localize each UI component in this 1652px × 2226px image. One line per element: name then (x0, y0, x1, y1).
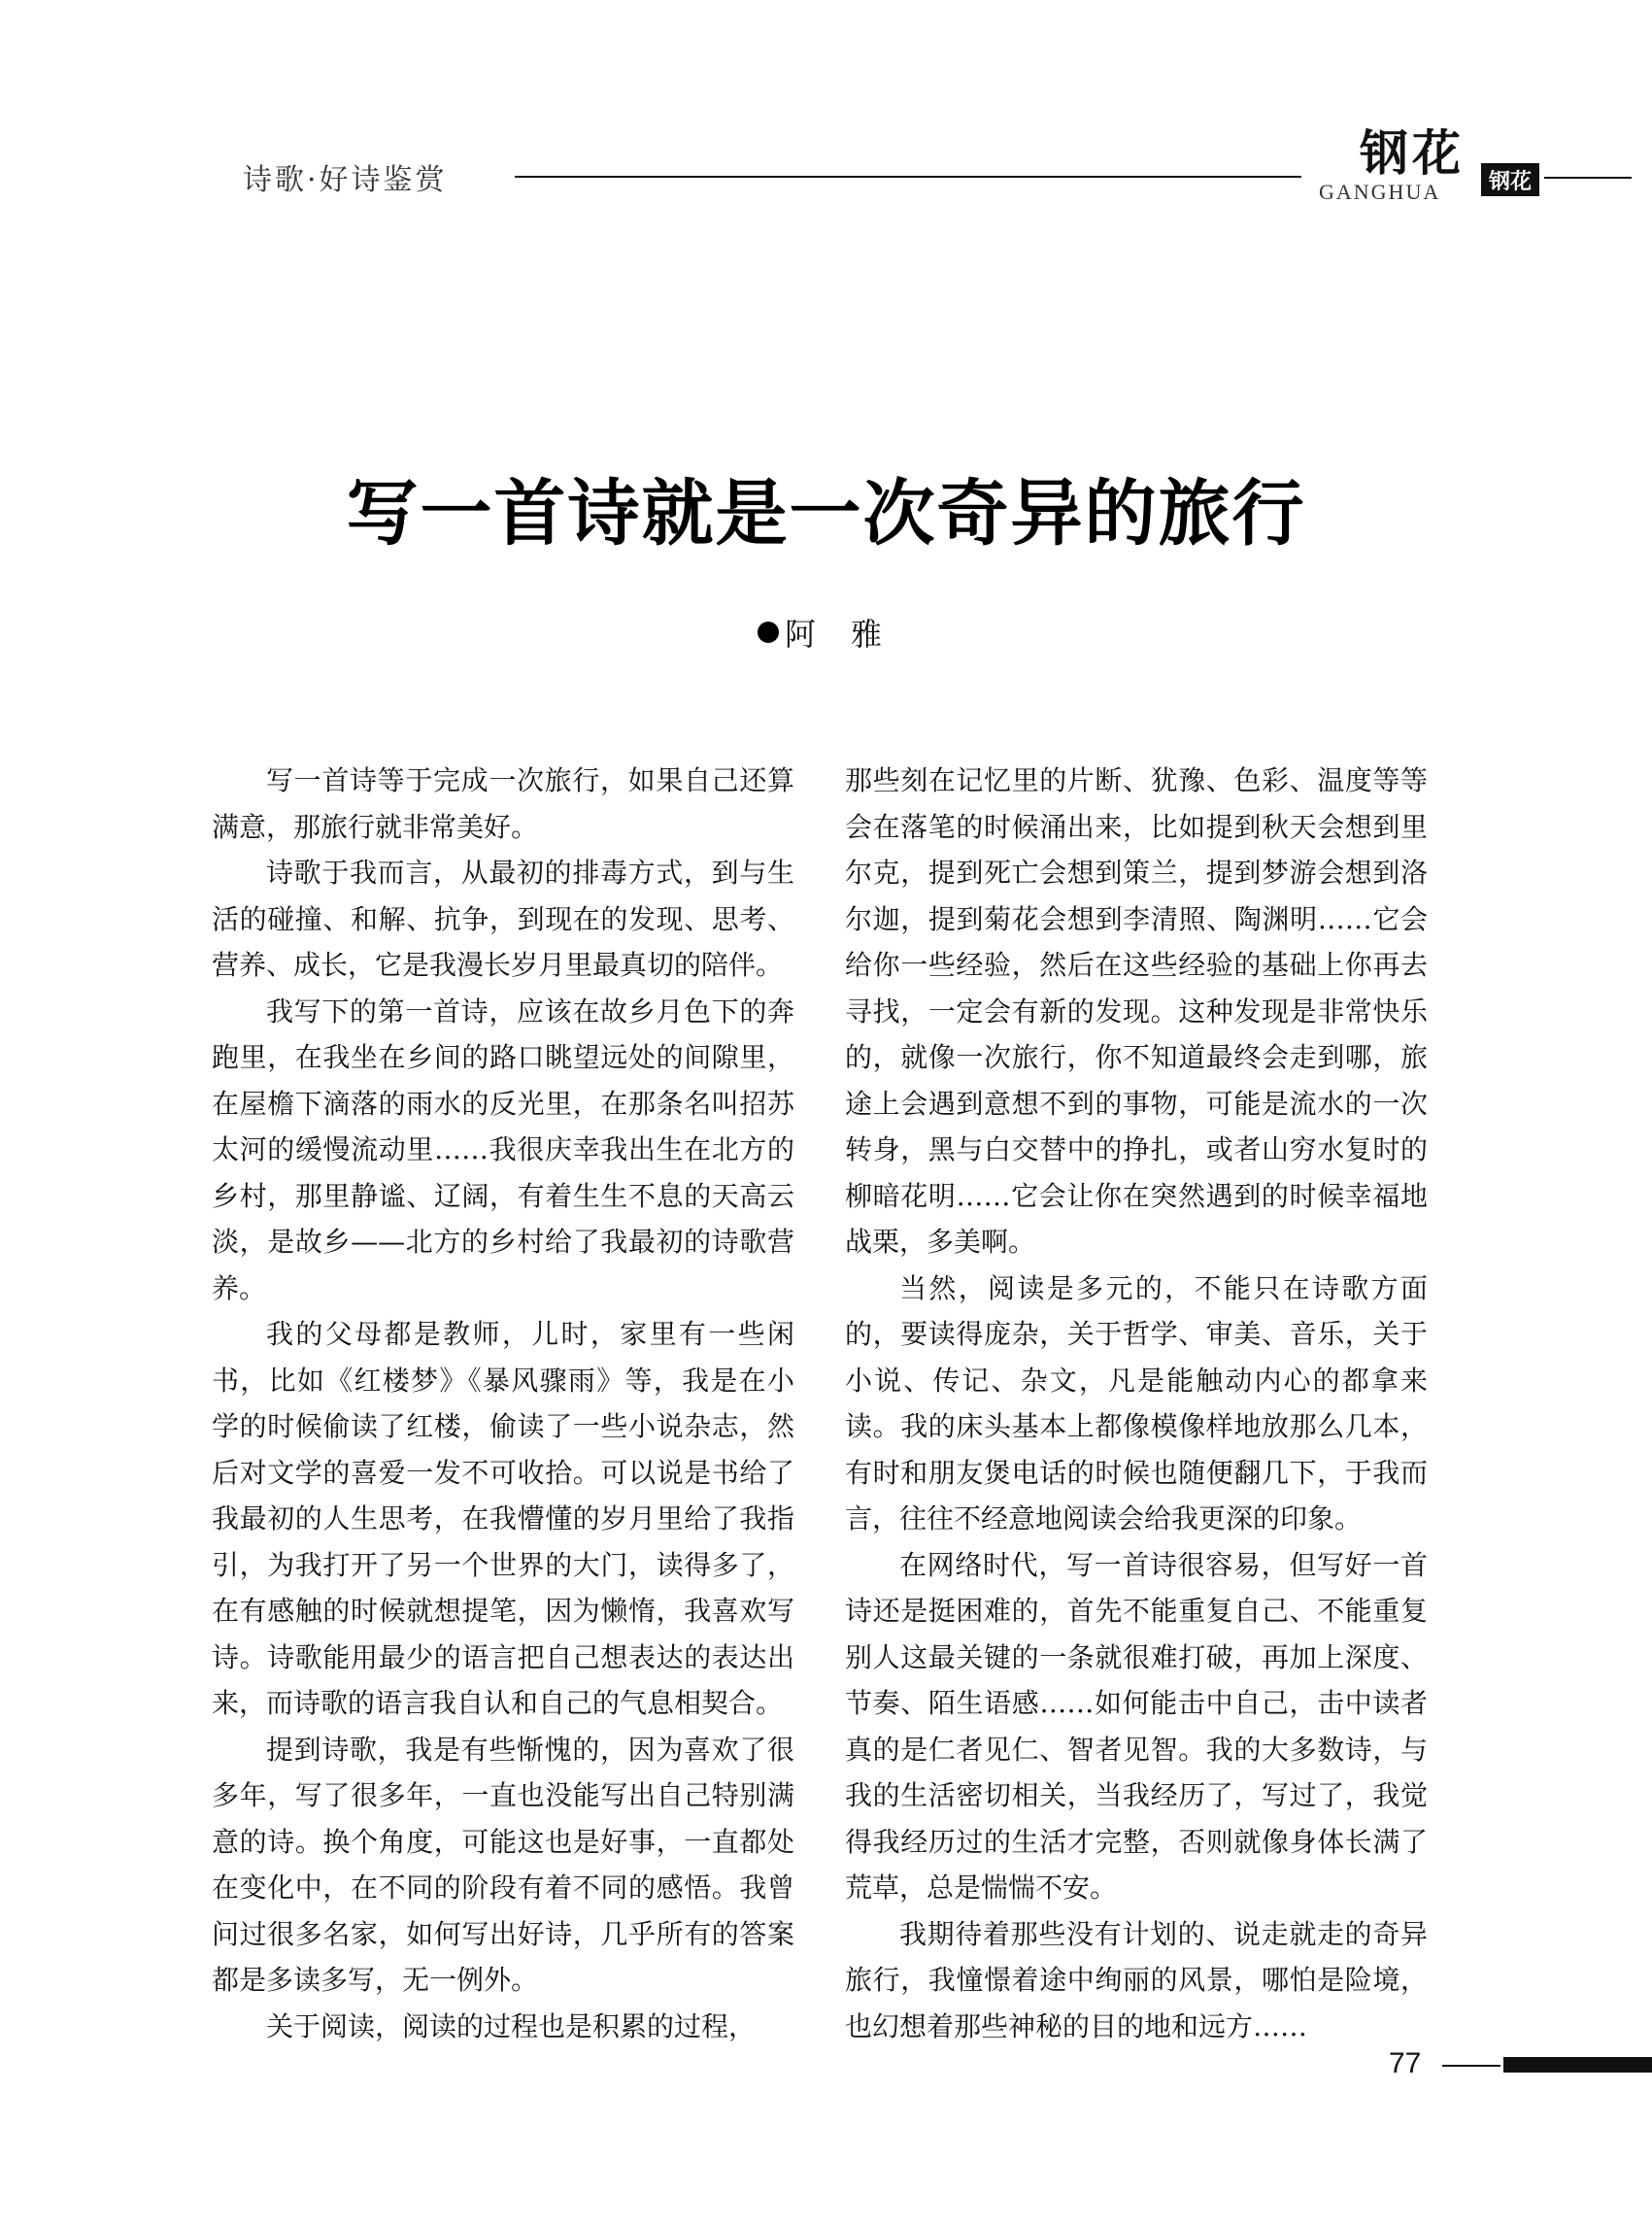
paragraph: 关于阅读，阅读的过程也是积累的过程， (266, 2009, 757, 2042)
magazine-logo-badge: 钢花 (1481, 163, 1539, 196)
paragraph: 提到诗歌，我是有些惭愧的，因为喜欢了很多年，写了很多年，一直也没能写出自己特别满意的诗。换个角度，可能这也是好事，一直都处在变化中，在不同的阶段有着不同的感悟。我曾问过很多名家，如何写出好诗，几乎所有的答案都是多读多写，无一例外。 (212, 1733, 794, 1996)
magazine-logo-latin: GANGHUA (1319, 180, 1441, 204)
paragraph: 当然，阅读是多元的，不能只在诗歌方面的，要读得庞杂，关于哲学、审美、音乐，关于小说、传记、杂文，凡是能触动内心的都拿来读。我的床头基本上都像模像样地放那么几本，有时和朋友煲电话的时候也随便翻几下，于我而言，往往不经意地阅读会给我更深的印象。 (845, 1271, 1428, 1535)
paragraph: 写一首诗等于完成一次旅行，如果自己还算满意，那旅行就非常美好。 (212, 764, 794, 843)
left-column (212, 758, 794, 2049)
footer-rule (1442, 2065, 1500, 2067)
header-rule-tail (1544, 177, 1632, 179)
paragraph: 诗歌于我而言，从最初的排毒方式，到与生活的碰撞、和解、抗争，到现在的发现、思考、营养、成长，它是我漫长岁月里最真切的陪伴。 (212, 857, 794, 981)
magazine-logo: 钢花 (1360, 124, 1465, 182)
article-title: 写一首诗就是一次奇异的旅行 (346, 472, 1306, 556)
right-column (845, 758, 1428, 2049)
byline (758, 610, 917, 655)
page-number: 77 (1389, 2047, 1422, 2079)
bullet-icon (758, 622, 779, 643)
paragraph: 我期待着那些没有计划的、说走就走的奇异旅行，我憧憬着途中绚丽的风景，哪怕是险境，也幻想着那些神秘的目的地和远方…… (845, 1917, 1428, 2042)
header-rule (515, 176, 1301, 178)
paragraph: 我写下的第一首诗，应该在故乡月色下的奔跑里，在我坐在乡间的路口眺望远处的间隙里，在屋檐下滴落的雨水的反光里，在那条名叫招苏太河的缓慢流动里……我很庆幸我出生在北方的乡村，那里静谧、辽阔，有着生生不息的天高云淡，是故乡——北方的乡村给了我最初的诗歌营养。 (212, 995, 794, 1304)
section-label: 诗歌·好诗鉴赏 (243, 163, 448, 197)
paragraph: 在网络时代，写一首诗很容易，但写好一首诗还是挺困难的，首先不能重复自己、不能重复别人这最关键的一条就很难打破，再加上深度、节奏、陌生语感……如何能击中自己，击中读者真的是仁者见仁、智者见智。我的大多数诗，与我的生活密切相关，当我经历了，写过了，我觉得我经历过的生活才完整，否则就像身体长满了荒草，总是惴惴不安。 (845, 1548, 1428, 1904)
footer-bar (1503, 2057, 1652, 2073)
paragraph-continuation: 那些刻在记忆里的片断、犹豫、色彩、温度等等会在落笔的时候涌出来，比如提到秋天会想到里尔克，提到死亡会想到策兰，提到梦游会想到洛尔迦，提到菊花会想到李清照、陶渊明……它会给你一些经验，然后在这些经验的基础上你再去寻找，一定会有新的发现。这种发现是非常快乐的，就像一次旅行，你不知道最终会走到哪，旅途上会遇到意想不到的事物，可能是流水的一次转身，黑与白交替中的挣扎，或者山穷水复时的柳暗花明……它会让你在突然遇到的时候幸福地战栗，多美啊。 (845, 764, 1428, 1258)
paragraph: 我的父母都是教师，儿时，家里有一些闲书，比如《红楼梦》《暴风骤雨》等，我是在小学的时候偷读了红楼，偷读了一些小说杂志，然后对文学的喜爱一发不可收拾。可以说是书给了我最初的人生思考，在我懵懂的岁月里给了我指引，为我打开了另一个世界的大门，读得多了，在有感触的时候就想提笔，因为懒惰，我喜欢写诗。诗歌能用最少的语言把自己想表达的表达出来，而诗歌的语言我自认和自己的气息相契合。 (212, 1318, 794, 1719)
author-name: 阿雅 (785, 616, 918, 653)
